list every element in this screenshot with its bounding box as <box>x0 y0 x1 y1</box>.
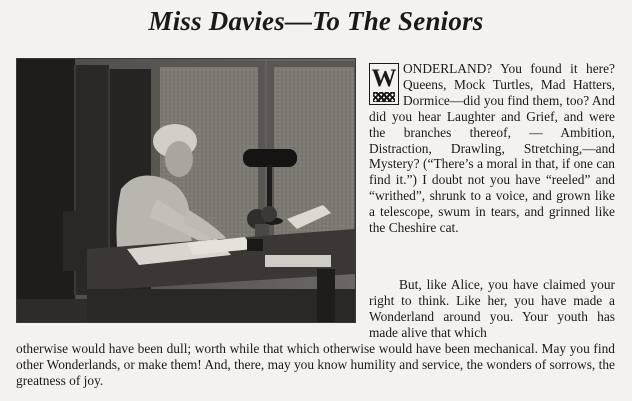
dropcap-ornament <box>369 63 399 105</box>
paragraph-opening-text: ONDERLAND? You found it here? Queens, Mock Turtles, Mad Hatters, Dormice—did you find them, too? And did you hear Laughter and Grief, and were the branches thereof, — Ambition, Distraction, Drawling, Stretching,—and Mystery? (“There’s a moral in that, if one can find it.”) I doubt not you have “reeled” and “writhed”, shrunk to a voice, and grown like a telescope, swum in tears, and grinned like the Cheshire cat. <box>369 61 615 236</box>
portrait-photo-icon <box>17 59 355 322</box>
page-title: Miss Davies—To The Seniors <box>148 6 484 36</box>
dropcap-letter: W <box>371 65 397 92</box>
portrait-photo <box>16 58 356 323</box>
paragraph-opening <box>369 61 615 236</box>
paragraph-closing: otherwise would have been dull; worth while that which otherwise would have been mechanical. May you find other Wonderlands, or make them! And, there, may you know humility and service, the wonders of sorrows, the greatness of joy. <box>16 341 615 388</box>
ornament-icon <box>373 92 395 102</box>
paragraph-alice: But, like Alice, you have claimed your right to think. Like her, you have made a Wonderland around you. Your youth has made alive that which <box>369 277 615 340</box>
